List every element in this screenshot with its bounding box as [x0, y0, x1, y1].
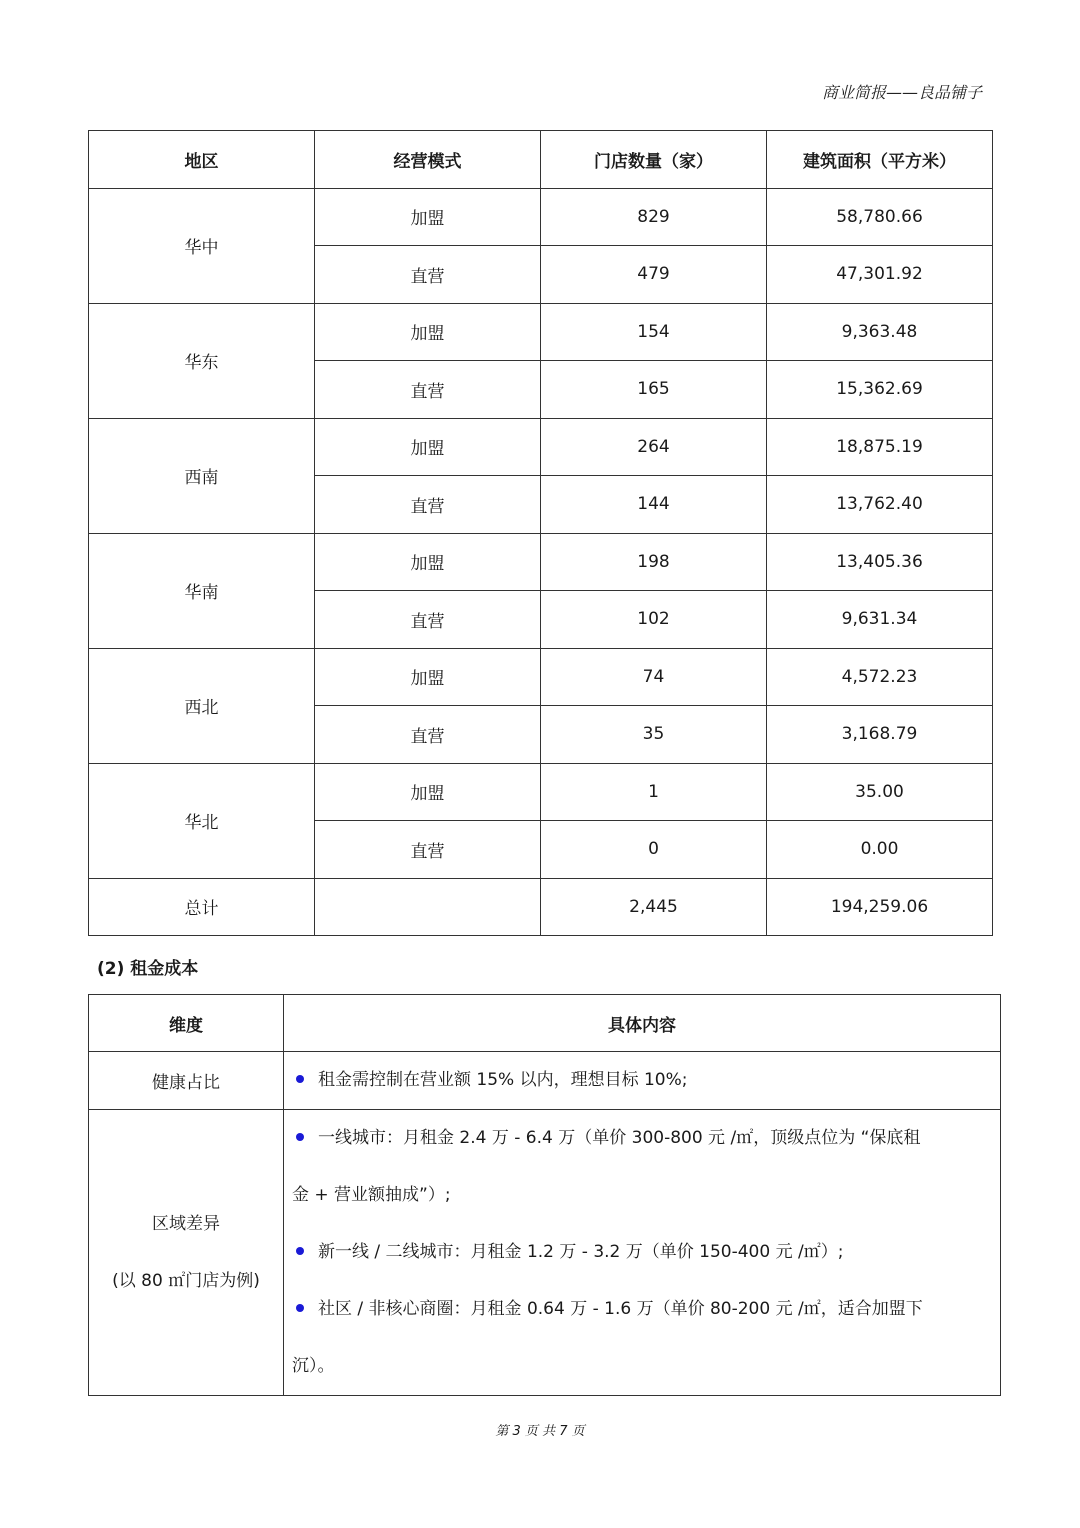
region-cell: 西北 — [89, 648, 315, 763]
table-row — [89, 648, 993, 706]
column-header-dimension: 维度 — [89, 995, 284, 1052]
total-label-cell: 总计 — [89, 878, 315, 936]
bullet-item — [292, 1224, 992, 1281]
floor-area-cell: 3,168.79 — [767, 706, 993, 764]
column-header-region: 地区 — [89, 131, 315, 189]
mode-cell: 直营 — [315, 591, 541, 649]
dimension-cell — [89, 1110, 284, 1396]
store-count-cell: 102 — [541, 591, 767, 649]
bullet-text: 社区 / 非核心商圈：月租金 0.64 万 - 1.6 万（单价 80-200 元 /㎡，适合加盟下 — [318, 1299, 923, 1319]
total-area-cell: 194,259.06 — [767, 878, 993, 936]
document-header: 商业简报——良品铺子 — [821, 83, 982, 102]
store-count-cell: 165 — [541, 361, 767, 419]
column-header-content: 具体内容 — [284, 995, 1001, 1052]
mode-cell: 加盟 — [315, 648, 541, 706]
dimension-cell: 健康占比 — [89, 1052, 284, 1110]
store-count-cell: 198 — [541, 533, 767, 591]
store-count-cell: 1 — [541, 763, 767, 821]
region-cell: 华东 — [89, 303, 315, 418]
table-header-row — [89, 995, 1001, 1052]
bullet-continuation: 金 + 营业额抽成”）; — [292, 1185, 451, 1205]
floor-area-cell: 15,362.69 — [767, 361, 993, 419]
region-cell: 华南 — [89, 533, 315, 648]
floor-area-cell: 0.00 — [767, 821, 993, 879]
table-row — [89, 1110, 1001, 1396]
table-row — [89, 188, 993, 246]
region-cell: 西南 — [89, 418, 315, 533]
store-count-cell: 264 — [541, 418, 767, 476]
total-mode-cell — [315, 878, 541, 936]
total-count-cell: 2,445 — [541, 878, 767, 936]
mode-cell: 直营 — [315, 361, 541, 419]
bullet-icon — [296, 1304, 304, 1312]
bullet-icon — [296, 1247, 304, 1255]
region-cell: 华中 — [89, 188, 315, 303]
store-distribution-table — [88, 130, 993, 936]
mode-cell: 直营 — [315, 706, 541, 764]
floor-area-cell: 58,780.66 — [767, 188, 993, 246]
column-header-store-count: 门店数量（家） — [541, 131, 767, 189]
store-count-cell: 154 — [541, 303, 767, 361]
bullet-item — [292, 1110, 992, 1167]
mode-cell: 加盟 — [315, 303, 541, 361]
floor-area-cell: 18,875.19 — [767, 418, 993, 476]
store-count-cell: 74 — [541, 648, 767, 706]
total-row — [89, 878, 993, 936]
table-row — [89, 418, 993, 476]
mode-cell: 直营 — [315, 476, 541, 534]
mode-cell: 加盟 — [315, 188, 541, 246]
bullet-icon — [296, 1075, 304, 1083]
bullet-text: 一线城市：月租金 2.4 万 - 6.4 万（单价 300-800 元 /㎡，顶级点位为 “保底租 — [318, 1128, 921, 1148]
mode-cell: 直营 — [315, 246, 541, 304]
mode-cell: 加盟 — [315, 533, 541, 591]
floor-area-cell: 13,762.40 — [767, 476, 993, 534]
store-count-cell: 35 — [541, 706, 767, 764]
floor-area-cell: 13,405.36 — [767, 533, 993, 591]
column-header-floor-area: 建筑面积（平方米） — [767, 131, 993, 189]
content-cell — [284, 1110, 1001, 1396]
table-row — [89, 533, 993, 591]
column-header-mode: 经营模式 — [315, 131, 541, 189]
section-title-rent-cost: (2) 租金成本 — [97, 959, 199, 979]
table-row — [89, 1052, 1001, 1110]
mode-cell: 直营 — [315, 821, 541, 879]
store-count-cell: 144 — [541, 476, 767, 534]
table-row — [89, 763, 993, 821]
floor-area-cell: 35.00 — [767, 763, 993, 821]
bullet-continuation: 沉）。 — [292, 1356, 335, 1376]
region-cell: 华北 — [89, 763, 315, 878]
bullet-text: 租金需控制在营业额 15% 以内，理想目标 10%; — [318, 1070, 688, 1090]
content-cell — [284, 1052, 1001, 1110]
bullet-item — [292, 1281, 992, 1338]
store-count-cell: 479 — [541, 246, 767, 304]
floor-area-cell: 4,572.23 — [767, 648, 993, 706]
floor-area-cell: 9,363.48 — [767, 303, 993, 361]
page-footer: 第 3 页 共 7 页 — [495, 1424, 585, 1439]
rent-cost-table — [88, 994, 1001, 1396]
floor-area-cell: 9,631.34 — [767, 591, 993, 649]
mode-cell: 加盟 — [315, 763, 541, 821]
mode-cell: 加盟 — [315, 418, 541, 476]
dimension-label: 区域差异 — [152, 1213, 220, 1234]
bullet-text: 新一线 / 二线城市：月租金 1.2 万 - 3.2 万（单价 150-400 元 /㎡）; — [318, 1242, 844, 1262]
table-header-row — [89, 131, 993, 189]
floor-area-cell: 47,301.92 — [767, 246, 993, 304]
store-count-cell: 829 — [541, 188, 767, 246]
bullet-item — [292, 1052, 992, 1109]
store-count-cell: 0 — [541, 821, 767, 879]
bullet-icon — [296, 1133, 304, 1141]
dimension-note: (以 80 ㎡门店为例) — [112, 1270, 260, 1291]
table-row — [89, 303, 993, 361]
